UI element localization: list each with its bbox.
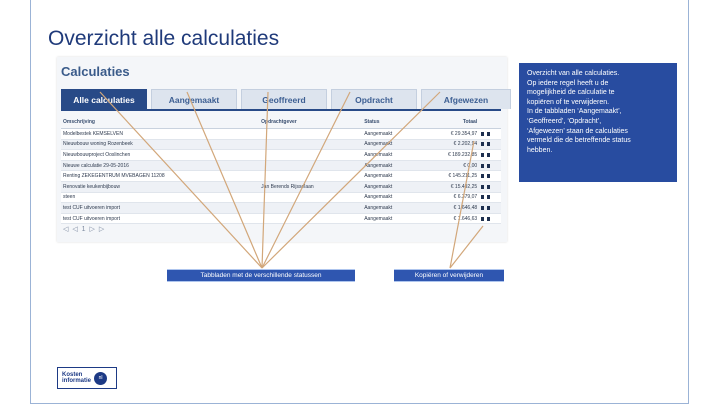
cell-total: € 29.354,97	[450, 130, 478, 137]
arrow-to-delete-icon	[450, 226, 483, 268]
info-line: ‘Geoffreerd’, ‘Opdracht’,	[527, 117, 602, 125]
cell-total: € 1.646,48	[453, 204, 478, 211]
info-line: hebben.	[527, 146, 553, 154]
cell-status: Aangemaakt	[364, 173, 393, 180]
column-header-description[interactable]: Omschrijving	[63, 119, 95, 125]
cell-total: € 6.379,07	[453, 194, 478, 201]
info-line: vermeld die de betreffende status	[527, 137, 631, 145]
cell-status: Aangemaakt	[364, 204, 393, 211]
kosteninformatie-logo	[57, 367, 117, 389]
arrow-to-tab-created	[187, 92, 262, 268]
cell-status: Aangemaakt	[364, 151, 393, 158]
cell-description: Nieuwe calculatie 29-05-2016	[63, 162, 129, 169]
cell-status: Aangemaakt	[364, 141, 393, 148]
logo-badge: nl	[94, 372, 107, 385]
cell-description: steen	[63, 194, 76, 201]
cell-total: € 145.211,25	[448, 173, 478, 180]
cell-total: € 0,00	[463, 162, 478, 169]
cell-description: Renting ZEKEGENTRUM MVEBAGEN 11208	[63, 173, 165, 180]
tab-created[interactable]: Aangemaakt	[151, 89, 237, 109]
cell-status: Aangemaakt	[364, 183, 393, 190]
info-line: mogelijkheid de calculatie te	[527, 89, 615, 97]
tab-order[interactable]: Opdracht	[331, 89, 417, 109]
arrow-to-tab-order	[262, 92, 350, 268]
info-line: kopiëren of te verwijderen.	[527, 98, 610, 106]
calculations-title: Calculaties	[61, 64, 130, 79]
cell-total: € 189.232,85	[447, 151, 478, 158]
column-header-status[interactable]: Status	[364, 119, 380, 125]
info-line: ‘Afgewezen’ staan de calculaties	[527, 127, 628, 135]
cell-description: test CUF uitvoeren import	[63, 215, 120, 222]
pagination[interactable]: ◁ ◁ 1 ▷ ▷	[63, 226, 106, 233]
cell-description: Nieuwbouw woning Rozenbeek	[63, 141, 133, 148]
cell-status: Aangemaakt	[364, 130, 393, 137]
arrow-to-tab-quoted	[262, 92, 268, 268]
info-line: Op iedere regel heeft u de	[527, 79, 609, 87]
cell-client: Jan Berends Rijsselaan	[261, 183, 314, 190]
page-title: Overzicht alle calculaties	[48, 27, 280, 50]
cell-description: test CUF uitvoeren import	[63, 204, 120, 211]
cell-description: Modelbestek KEMSELVEN	[63, 130, 123, 137]
column-header-client[interactable]: Opdrachtgever	[261, 119, 297, 125]
callout-tabs: Tabbladen met de verschillende statussen	[167, 269, 355, 282]
tab-quoted[interactable]: Geoffreerd	[241, 89, 327, 109]
cell-status: Aangemaakt	[364, 162, 393, 169]
arrow-to-tab-rejected	[262, 92, 440, 268]
callout-copy-delete: Kopiëren of verwijderen	[394, 269, 504, 282]
arrow-to-copy-icon	[450, 141, 474, 268]
cell-status: Aangemaakt	[364, 194, 393, 201]
cell-total: € 15.492,25	[450, 183, 478, 190]
info-line: Overzicht van alle calculaties.	[527, 70, 620, 77]
cell-status: Aangemaakt	[364, 215, 393, 222]
tab-rejected[interactable]: Afgewezen	[421, 89, 511, 109]
cell-description: Renovatie keukenbijbouw	[63, 183, 120, 190]
logo-line-1: Kosten	[62, 372, 83, 378]
column-header-total[interactable]: Totaal	[462, 119, 478, 125]
cell-total: € 2.202,94	[453, 141, 478, 148]
cell-description: Nieuwbouwproject Ooslinchen	[63, 151, 131, 158]
arrow-to-tab-all	[100, 92, 262, 268]
tab-all-calculations[interactable]: Alle calculaties	[61, 89, 147, 109]
info-line: In de tabbladen ‘Aangemaakt’,	[527, 108, 622, 116]
logo-line-2: informatie	[62, 378, 92, 384]
cell-total: € 1.646,63	[453, 215, 478, 222]
